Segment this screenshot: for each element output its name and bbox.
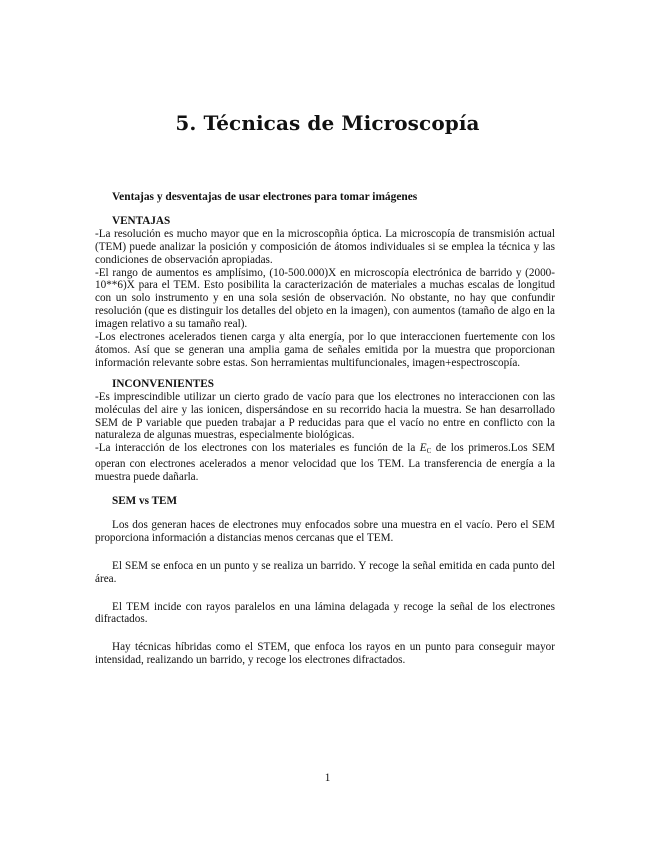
ventajas-item-electrones: -Los electrones acelerados tienen carga y alta energía, por lo que interaccionen fuertemente con los átomos. Así que se generan una amplia gama de señales emitida por la muestra que proporcionan información relevante sobre estas. Son herramientas multifuncionales, imagen+espectroscopía.: [95, 331, 555, 369]
sem-tem-paragraph-tem: El TEM incide con rayos paralelos en una lámina delagada y recoge la señal de los electrones difractados.: [95, 600, 555, 626]
inconvenientes-item-vacio: -Es imprescindible utilizar un cierto grado de vacío para que los electrones no interaccionen con las moléculas del aire y las ionicen, dispersándose en su recorrido hacia la muestra. Se han desarrollado SEM de P variable que pueden trabajar a P reducidas para que el vacío no entre en conflicto con la naturaleza de algunas muestras, especialmente biológicas.: [95, 390, 555, 442]
sem-tem-paragraph-stem: Hay técnicas híbridas como el STEM, que enfoca los rayos en un punto para conseguir mayor intensidad, realizando un barrido, y recoge los electrones difractados.: [95, 641, 555, 667]
ventajas-heading: VENTAJAS: [112, 214, 171, 227]
inconvenientes-heading: INCONVENIENTES: [112, 377, 214, 390]
ventajas-item-aumentos: -El rango de aumentos es amplísimo, (10-500.000)X en microscopía electrónica de barrido y (2000-10**6)X para el TEM. Esto posibilita la caracterización de materiales a muchas escalas de longitud con un solo instrumento y en una sola sesión de observación. No obstante, no hay que confundir resolución (que es distinguir los detalles del objeto en la imagen), con aumentos (tamaño de algo en la imagen relativo a su tamaño real).: [95, 266, 555, 331]
interaccion-text-end: de los primeros.Los SEM operan con electrones acelerados a menor velocidad que los TEM. La transferencia de energía a la muestra puede dañarla.: [95, 442, 556, 484]
inconvenientes-item-interaccion: [95, 442, 555, 484]
ventajas-item-resolucion: -La resolución es mucho mayor que en la microscopñia óptica. La microscopía de transmisión actual (TEM) puede analizar la posición y composición de átomos individuales si se emplea la técnica y las condiciones de observación apropiadas.: [95, 227, 555, 266]
section-subtitle: Ventajas y desventajas de usar electrones para tomar imágenes: [112, 191, 418, 203]
page-title: 5. Técnicas de Microscopía: [175, 111, 480, 135]
sem-tem-paragraph-sem: El SEM se enfoca en un punto y se realiza un barrido. Y recoge la señal emitida en cada punto del área.: [95, 559, 555, 585]
page-number: 1: [324, 772, 331, 784]
page-content: [95, 191, 555, 667]
sem-vs-tem-heading: SEM vs TEM: [112, 495, 178, 508]
energy-symbol-subscript: C: [426, 447, 432, 456]
energy-symbol-letter: E: [419, 442, 427, 455]
energy-symbol: [420, 442, 432, 454]
interaccion-text-start: -La interacción de los electrones con los materiales es función de la: [95, 442, 420, 455]
sem-tem-paragraph-haces: Los dos generan haces de electrones muy enfocados sobre una muestra en el vacío. Pero el SEM proporciona información a distancias menos cercanas que el TEM.: [95, 518, 555, 544]
